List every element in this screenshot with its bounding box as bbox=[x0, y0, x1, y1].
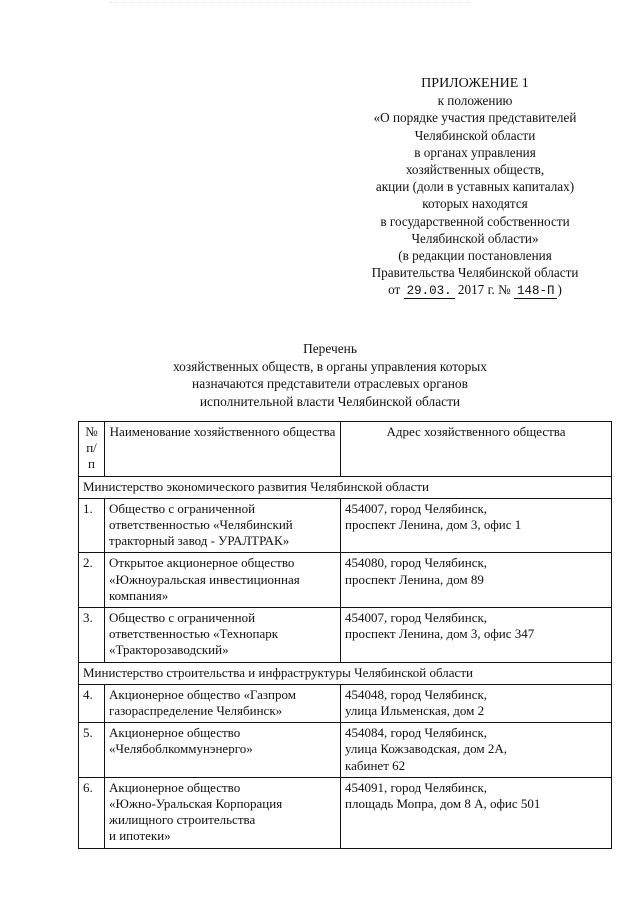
appendix-line: (в редакции постановления bbox=[398, 248, 552, 264]
row-name bbox=[105, 723, 341, 778]
table-row bbox=[79, 723, 612, 778]
row-address-line: проспект Ленина, дом 3, офис 1 bbox=[345, 517, 522, 533]
row-address-line: проспект Ленина, дом 3, офис 347 bbox=[345, 626, 535, 642]
row-name-line: Акционерное общество bbox=[109, 725, 241, 741]
appendix-title: ПРИЛОЖЕНИЕ 1 bbox=[421, 76, 529, 91]
row-name-line: Открытое акционерное общество bbox=[109, 555, 295, 571]
heading-line: назначаются представители отраслевых органов bbox=[192, 376, 468, 391]
table-row bbox=[79, 608, 612, 663]
row-address-line: 454091, город Челябинск, bbox=[345, 779, 488, 795]
header-address: Адрес хозяйственного общества bbox=[341, 422, 612, 477]
row-name-line: и ипотеки» bbox=[109, 828, 171, 844]
section-title: Министерство экономического развития Челябинской области bbox=[79, 476, 612, 498]
heading-line: исполнительной власти Челябинской области bbox=[199, 393, 461, 409]
header-num: № п/п bbox=[79, 422, 105, 477]
appendix-line: «О порядке участия представителей bbox=[373, 110, 577, 126]
table-header-row bbox=[79, 422, 612, 477]
row-address-line: 454084, город Челябинск, bbox=[345, 725, 488, 741]
row-num: 5. bbox=[79, 723, 105, 778]
row-address-line: 454007, город Челябинск, bbox=[345, 500, 488, 516]
table-row bbox=[79, 553, 612, 608]
row-name-line: «Южно-Уральская Корпорация bbox=[109, 796, 283, 812]
row-name-line: Общество с ограниченной bbox=[109, 610, 256, 626]
section-title: Министерство строительства и инфраструктуры Челябинской области bbox=[79, 662, 612, 684]
scan-artifact bbox=[110, 2, 470, 9]
row-address bbox=[341, 684, 612, 722]
row-num: 1. bbox=[79, 498, 105, 553]
appendix-line: к положению bbox=[437, 93, 513, 109]
row-num: 2. bbox=[79, 553, 105, 608]
row-address bbox=[341, 498, 612, 553]
row-name-line: Акционерное общество bbox=[109, 779, 241, 795]
row-address-line: 454007, город Челябинск, bbox=[345, 610, 488, 626]
row-name-line: «Челябоблкоммунэнерго» bbox=[109, 741, 253, 757]
section-row bbox=[79, 662, 612, 684]
row-address-line: проспект Ленина, дом 89 bbox=[345, 571, 484, 587]
row-address-line: улица Кожзаводская, дом 2А, bbox=[345, 741, 508, 757]
heading-line: хозяйственных обществ, в органы управления которых bbox=[173, 358, 487, 374]
row-address-line: площадь Мопра, дом 8 А, офис 501 bbox=[345, 796, 541, 812]
row-num: 3. bbox=[79, 608, 105, 663]
date-value: 29.03. bbox=[404, 284, 455, 299]
row-address-line: улица Ильменская, дом 2 bbox=[345, 703, 485, 719]
row-name bbox=[105, 608, 341, 663]
date-year: 2017 г. № bbox=[457, 282, 511, 298]
row-name bbox=[105, 498, 341, 553]
row-address bbox=[341, 608, 612, 663]
appendix-line: которых находятся bbox=[422, 196, 528, 212]
row-name bbox=[105, 553, 341, 608]
appendix-block bbox=[340, 75, 610, 299]
appendix-line: Правительства Челябинской области bbox=[371, 265, 579, 281]
appendix-line: акции (доли в уставных капиталах) bbox=[375, 179, 575, 195]
table-row bbox=[79, 684, 612, 722]
appendix-line: хозяйственных обществ, bbox=[405, 162, 545, 178]
row-num: 6. bbox=[79, 777, 105, 848]
appendix-line: в государственной собственности bbox=[380, 213, 570, 229]
row-name bbox=[105, 684, 341, 722]
row-name-line: жилищного строительства bbox=[109, 812, 256, 828]
appendix-line: в органах управления bbox=[414, 144, 536, 160]
header-name: Наименование хозяйственного общества bbox=[105, 422, 341, 477]
table-row bbox=[79, 777, 612, 848]
table-row bbox=[79, 498, 612, 553]
row-address bbox=[341, 777, 612, 848]
appendix-date-line bbox=[340, 281, 610, 299]
row-address-line: кабинет 62 bbox=[345, 757, 406, 773]
row-name-line: газораспределение Челябинск» bbox=[109, 703, 283, 719]
row-name-line: «Тракторозаводский» bbox=[109, 642, 229, 658]
row-name bbox=[105, 777, 341, 848]
row-name-line: Общество с ограниченной bbox=[109, 500, 256, 516]
closing-paren: ) bbox=[557, 282, 562, 298]
heading-title: Перечень bbox=[303, 341, 357, 356]
companies-table bbox=[78, 421, 612, 849]
list-heading bbox=[110, 340, 550, 410]
row-name-line: компания» bbox=[109, 587, 169, 603]
date-prefix: от bbox=[388, 282, 401, 298]
row-name-line: Акционерное общество «Газпром bbox=[109, 686, 296, 702]
row-name-line: ответственностью «Челябинский bbox=[109, 517, 293, 533]
row-address-line: 454080, город Челябинск, bbox=[345, 555, 488, 571]
row-name-line: тракторный завод - УРАЛТРАК» bbox=[109, 533, 290, 549]
doc-number: 148-П bbox=[514, 284, 558, 299]
row-address bbox=[341, 553, 612, 608]
row-address bbox=[341, 723, 612, 778]
row-address-line: 454048, город Челябинск, bbox=[345, 686, 488, 702]
section-row bbox=[79, 476, 612, 498]
row-name-line: ответственностью «Технопарк bbox=[109, 626, 279, 642]
appendix-line: Челябинской области» bbox=[411, 230, 539, 246]
row-name-line: «Южноуральская инвестиционная bbox=[109, 571, 300, 587]
row-num: 4. bbox=[79, 684, 105, 722]
appendix-line: Челябинской области bbox=[414, 127, 536, 143]
